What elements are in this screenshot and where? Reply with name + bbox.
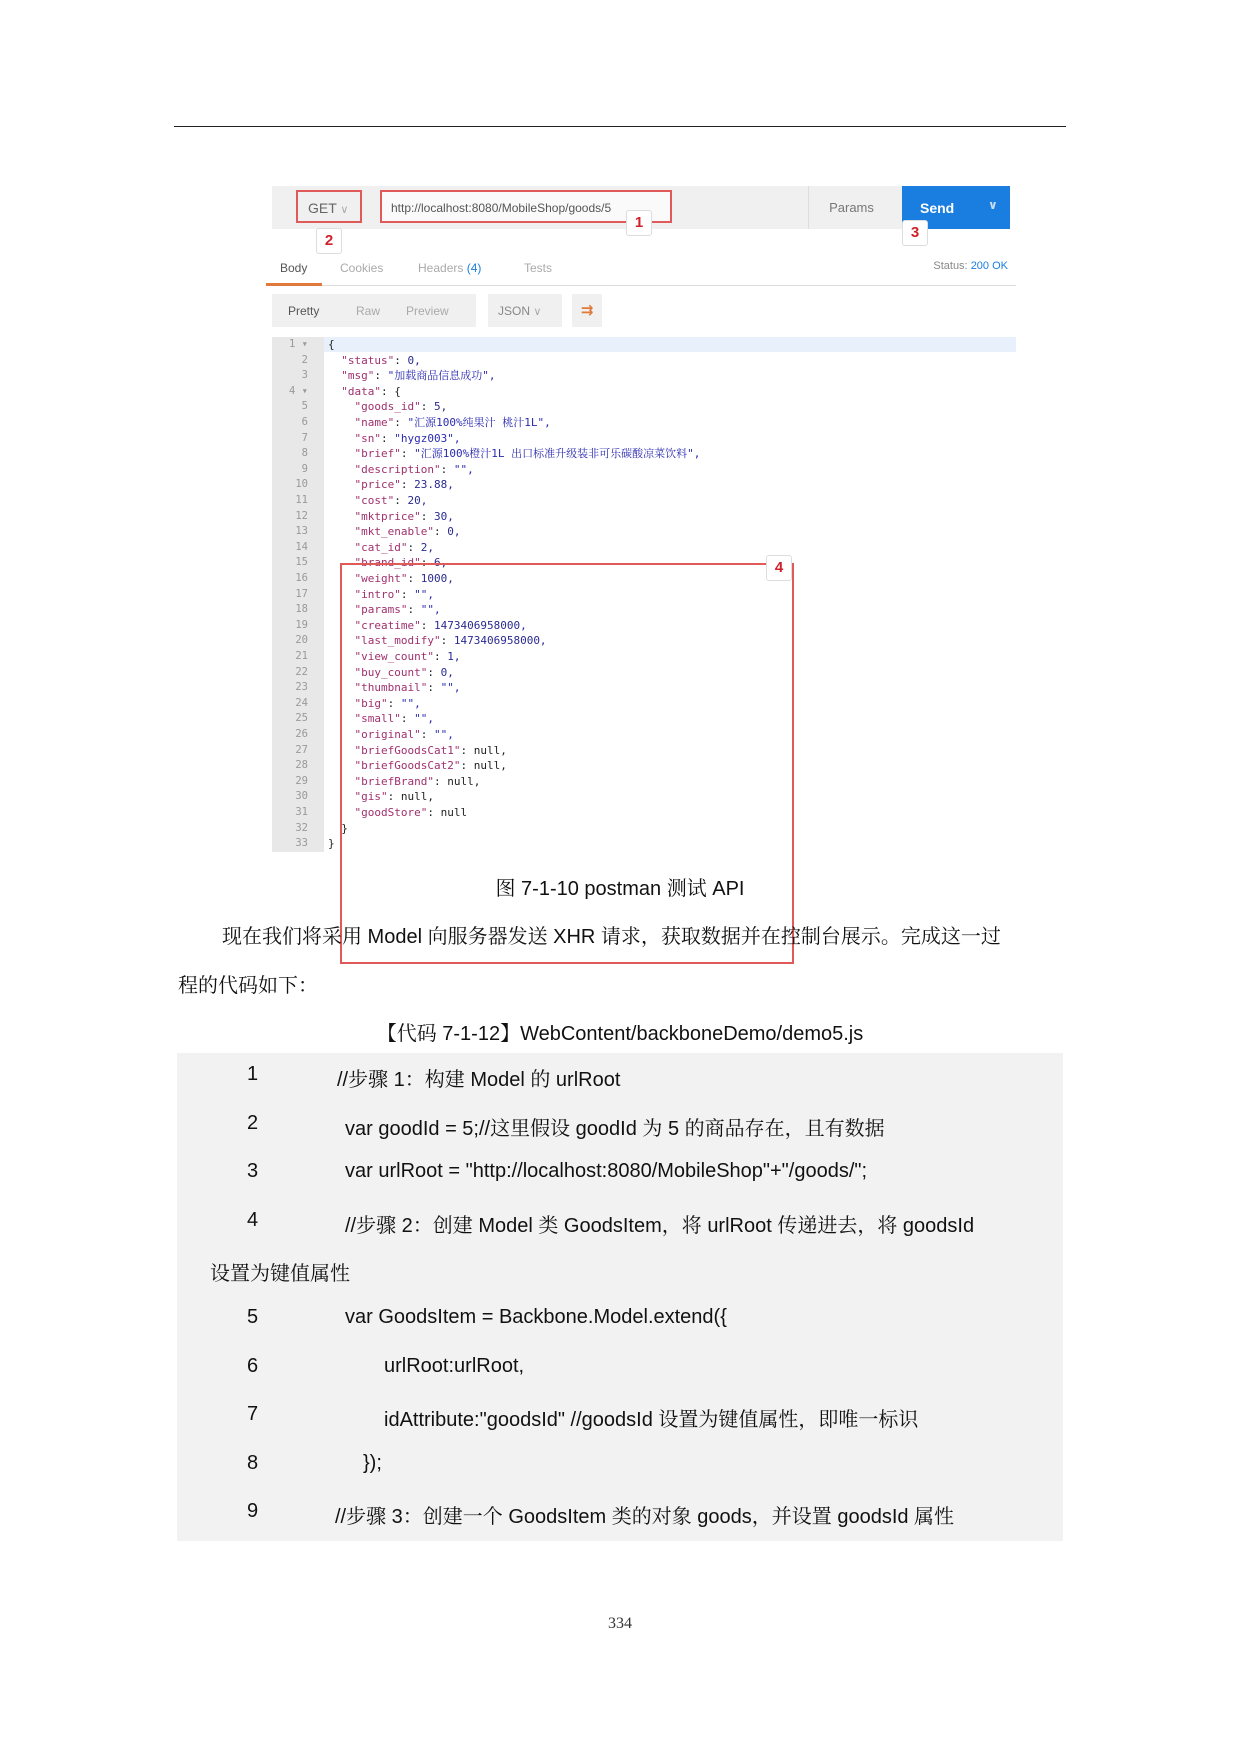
json-colon: : (460, 759, 474, 773)
status-value: 200 OK (970, 260, 1008, 272)
line-number: 6 (301, 416, 308, 428)
chevron-down-icon[interactable]: ∨ (988, 198, 998, 212)
json-colon: : (400, 712, 415, 726)
json-key: "weight" (354, 572, 408, 585)
json-colon: : (400, 587, 415, 601)
tab-headers-label: Headers (418, 261, 464, 275)
json-colon: : (460, 743, 474, 757)
line-number: 28 (295, 759, 308, 772)
json-value: 23.88, (414, 478, 454, 492)
json-value: { (394, 384, 401, 398)
code-line (328, 477, 454, 492)
json-value: "加载商品信息成功", (387, 369, 496, 383)
tab-body[interactable]: Body (280, 261, 308, 275)
json-key: "creatime" (354, 618, 421, 632)
code-line-number: 9 (247, 1500, 259, 1523)
line-number: 15 (295, 556, 308, 569)
json-colon: : (394, 416, 408, 429)
line-number: 12 (295, 509, 308, 522)
wrap-lines-icon[interactable]: ⇉ (572, 294, 602, 327)
line-number: 1 ▾ (289, 338, 308, 350)
json-value: 30, (433, 509, 454, 523)
json-key: "brief" (354, 447, 401, 461)
chevron-down-icon: ∨ (533, 306, 542, 318)
json-colon: : (420, 618, 434, 632)
json-colon: : (381, 431, 395, 445)
json-key: "msg" (341, 369, 375, 383)
url-input[interactable]: http://localhost:8080/MobileShop/goods/5 (380, 190, 672, 223)
code-line-number: 4 (247, 1208, 259, 1231)
raw-button[interactable]: Raw (356, 304, 381, 318)
json-value: 20, (407, 494, 428, 507)
json-key: "gis" (354, 790, 388, 804)
code-line-number: 8 (247, 1451, 259, 1474)
json-value: "", (433, 728, 454, 741)
json-value: 0, (440, 665, 454, 679)
line-number: 8 (301, 447, 308, 460)
line-number: 24 (295, 696, 308, 709)
json-value: "", (420, 603, 441, 617)
format-group (272, 294, 476, 327)
code-line (328, 446, 700, 461)
current-line-highlight (324, 337, 1016, 352)
json-colon: : (407, 540, 421, 554)
json-value: "汇源100%纯果汁 桃汁1L", (407, 416, 551, 429)
badge-4: 4 (766, 555, 792, 581)
json-key: "briefBrand" (354, 774, 434, 788)
line-number: 25 (295, 712, 308, 725)
params-button[interactable]: Params (808, 186, 894, 229)
page-number: 334 (608, 1615, 632, 1632)
line-number: 22 (295, 665, 308, 678)
line-number: 9 (301, 462, 308, 475)
code-line (328, 384, 401, 399)
json-key: { (328, 338, 335, 351)
code-line-text: var GoodsItem = Backbone.Model.extend({ (345, 1306, 727, 1328)
badge-3: 3 (902, 220, 928, 246)
json-key: "mktprice" (354, 509, 421, 523)
json-colon: : (420, 400, 434, 414)
json-key: "goodStore" (354, 806, 428, 819)
json-colon: : (420, 728, 434, 741)
json-key: "status" (341, 353, 395, 367)
paragraph-line-2: 程的代码如下： (178, 975, 318, 997)
line-number: 16 (295, 572, 308, 584)
code-line (328, 509, 454, 524)
line-number: 31 (295, 806, 308, 818)
json-value: 6, (433, 556, 448, 570)
pretty-button[interactable]: Pretty (288, 304, 320, 318)
code-line-number: 6 (247, 1354, 259, 1377)
code-line-number: 1 (247, 1063, 259, 1085)
json-colon: : (440, 634, 454, 648)
status (933, 260, 1008, 272)
line-number: 17 (295, 587, 308, 600)
code-line-text: }); (363, 1451, 382, 1474)
json-key: "name" (354, 416, 395, 429)
code-line (328, 836, 335, 851)
json-key: } (328, 837, 335, 851)
line-number: 26 (295, 728, 308, 740)
postman-screenshot (266, 180, 1016, 852)
json-key: "params" (354, 603, 408, 617)
badge-1: 1 (626, 210, 652, 236)
json-colon: : (427, 806, 441, 819)
preview-button[interactable]: Preview (406, 304, 449, 318)
active-tab-indicator (266, 283, 322, 286)
code-line (328, 462, 474, 477)
send-label: Send (920, 200, 955, 216)
json-key: "cost" (354, 494, 395, 507)
tab-tests[interactable]: Tests (524, 261, 553, 275)
json-key: "briefGoodsCat1" (354, 743, 461, 757)
highlight-box (340, 563, 794, 964)
tab-cookies[interactable]: Cookies (340, 261, 384, 275)
json-key: "thumbnail" (354, 681, 428, 695)
json-colon: : (387, 696, 401, 710)
json-colon: : (407, 572, 421, 585)
method-select[interactable] (296, 190, 362, 223)
line-number: 19 (295, 618, 308, 631)
json-key: "view_count" (354, 650, 434, 663)
json-value: null, (400, 790, 434, 804)
code-line-text: //步骤 3：创建一个 GoodsItem 类的对象 goods，并设置 goodsId 属性 (335, 1506, 955, 1529)
code-line (328, 399, 447, 414)
json-value: "", (453, 462, 474, 476)
json-value: 0, (407, 353, 421, 367)
json-key: "last_modify" (354, 634, 441, 648)
line-number: 14 (295, 540, 308, 553)
json-value: null, (473, 759, 507, 773)
json-key: "cat_id" (354, 540, 408, 554)
response-tabs (266, 246, 1016, 286)
json-key: "small" (354, 712, 401, 726)
json-value: null, (473, 743, 507, 757)
json-key: "intro" (354, 587, 401, 601)
code-line (328, 524, 460, 539)
format-type-label: JSON (498, 304, 531, 318)
code-line-text: idAttribute:"goodsId" //goodsId 设置为键值属性，即唯一标识 (384, 1409, 919, 1432)
json-colon: : (394, 494, 408, 507)
code-line (328, 368, 496, 383)
json-colon: : (433, 650, 448, 663)
code-line-number: 7 (247, 1403, 259, 1426)
headers-count: (4) (466, 261, 482, 275)
code-line-number: 2 (247, 1111, 259, 1134)
json-colon: : (394, 353, 408, 367)
chevron-down-icon: ∨ (340, 204, 349, 216)
json-colon: : (440, 462, 454, 476)
json-colon: : (374, 369, 388, 383)
code-title: 【代码 7-1-12】WebContent/backboneDemo/demo5.js (376, 1023, 864, 1045)
code-line (328, 353, 421, 368)
badge-2: 2 (316, 228, 342, 254)
tab-headers[interactable] (418, 261, 481, 275)
json-value: "", (400, 696, 421, 710)
json-colon: : (427, 665, 441, 679)
json-key: "mkt_enable" (354, 525, 434, 539)
code-line-text: 设置为键值属性 (210, 1263, 350, 1286)
json-value: "", (414, 587, 434, 601)
line-number: 10 (295, 478, 308, 491)
line-number: 20 (295, 634, 308, 647)
code-line (328, 431, 460, 446)
json-colon: : (420, 509, 434, 523)
code-line (328, 337, 335, 352)
line-number: 4 ▾ (289, 384, 308, 397)
line-number: 18 (295, 603, 308, 616)
json-value: 1473406958000, (433, 618, 527, 632)
json-colon: : (381, 384, 395, 398)
line-number: 21 (295, 650, 308, 662)
code-line-number: 3 (247, 1160, 259, 1183)
paragraph-line-1: 现在我们将采用 Model 向服务器发送 XHR 请求，获取数据并在控制台展示。完成这一过 (222, 926, 1001, 948)
code-line (328, 415, 551, 430)
json-value: "汇源100%橙汁1L 出口标准升级装非可乐碳酸凉菜饮料", (414, 447, 701, 461)
line-number: 2 (301, 353, 308, 366)
code-listing (177, 1053, 1063, 1541)
json-value: 1, (447, 650, 461, 663)
line-number: 13 (295, 525, 308, 538)
format-type-select[interactable] (488, 294, 562, 327)
line-number: 30 (295, 790, 308, 803)
json-colon: : (400, 478, 415, 492)
json-colon: : (427, 681, 441, 695)
json-value: null (440, 806, 468, 819)
json-key: "big" (354, 696, 388, 710)
json-value: 5, (433, 400, 448, 414)
code-line-number: 5 (247, 1306, 259, 1328)
json-value: 1000, (420, 572, 454, 585)
json-colon: : (420, 556, 434, 570)
json-key: "briefGoodsCat2" (354, 759, 461, 773)
json-value: "", (414, 712, 434, 726)
json-value: "hygz003", (394, 431, 461, 445)
code-line-text: //步骤 2：创建 Model 类 GoodsItem，将 urlRoot 传递进去，将 goodsId (345, 1214, 975, 1237)
code-line-text: var goodId = 5;//这里假设 goodId 为 5 的商品存在，且有数据 (345, 1117, 885, 1140)
code-line-text: //步骤 1：构建 Model 的 urlRoot (337, 1069, 621, 1091)
figure-caption: 图 7-1-10 postman 测试 API (495, 878, 745, 900)
line-number: 33 (295, 837, 308, 850)
json-key: "original" (354, 728, 421, 741)
json-colon: : (387, 790, 401, 804)
line-number: 23 (295, 681, 308, 694)
line-number: 27 (295, 743, 308, 756)
header-rule (174, 126, 1066, 127)
json-key: "price" (354, 478, 401, 492)
code-line (328, 493, 427, 508)
json-colon: : (400, 447, 415, 461)
code-line-text: var urlRoot = "http://localhost:8080/MobileShop"+"/goods/"; (345, 1160, 868, 1183)
line-number: 32 (295, 821, 308, 834)
code-line-text: urlRoot:urlRoot, (384, 1354, 525, 1377)
json-key: "data" (341, 384, 381, 398)
json-value: 2, (420, 540, 434, 554)
line-number: 3 (301, 369, 308, 382)
json-key: "sn" (354, 431, 381, 445)
json-value: "", (440, 681, 461, 695)
json-colon: : (407, 603, 421, 617)
json-colon: : (433, 774, 448, 788)
json-colon: : (433, 525, 448, 539)
json-value: null, (447, 774, 481, 788)
code-line (328, 540, 434, 555)
json-value: 1473406958000, (453, 634, 547, 648)
json-key: "brand_id" (354, 556, 421, 570)
line-number: 11 (295, 494, 308, 506)
json-key: "description" (354, 462, 441, 476)
status-label: Status: (933, 260, 968, 272)
line-number: 29 (295, 774, 308, 787)
line-number: 7 (301, 431, 308, 444)
json-value: 0, (447, 525, 461, 539)
json-key: "buy_count" (354, 665, 428, 679)
line-number: 5 (301, 400, 308, 413)
method-label: GET (308, 200, 337, 216)
json-key: } (341, 821, 348, 835)
json-key: "goods_id" (354, 400, 421, 414)
